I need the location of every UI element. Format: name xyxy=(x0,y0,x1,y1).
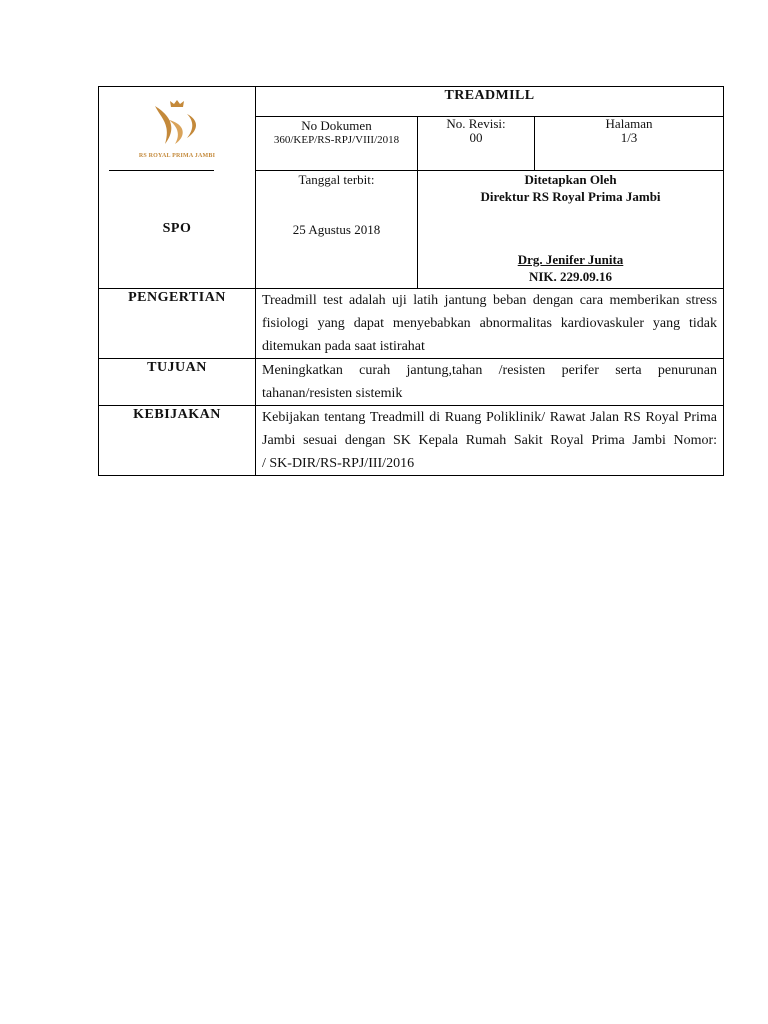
ditetapkan-line2: Direktur RS Royal Prima Jambi xyxy=(480,189,661,204)
logo-text: RS ROYAL PRIMA JAMBI xyxy=(138,153,216,160)
tanggal-value: 25 Agustus 2018 xyxy=(292,222,381,237)
tanggal-label: Tanggal terbit: xyxy=(298,172,375,187)
no-dokumen-value: 360/KEP/RS-RPJ/VIII/2018 xyxy=(273,134,400,146)
document-title: TREADMILL xyxy=(256,87,724,117)
halaman-label: Halaman xyxy=(605,116,653,131)
pengertian-label: PENGERTIAN xyxy=(99,289,256,359)
tanggal-cell xyxy=(256,171,418,289)
spo-document-table xyxy=(98,86,756,476)
ditetapkan-cell xyxy=(418,171,724,289)
no-dokumen-label: No Dokumen xyxy=(301,118,372,133)
halaman-cell xyxy=(535,117,724,171)
tujuan-text: Meningkatkan curah jantung,tahan /resisten perifer serta penurunan tahanan/resisten sistemik xyxy=(256,359,724,406)
pengertian-text: Treadmill test adalah uji latih jantung beban dengan cara memberikan stress fisiologi yang dapat menyebabkan abnormalitas kardiovaskuler yang tidak ditemukan pada saat istirahat xyxy=(256,289,724,359)
no-revisi-label: No. Revisi: xyxy=(446,116,506,131)
kebijakan-label: KEBIJAKAN xyxy=(99,406,256,476)
hospital-logo xyxy=(127,98,227,159)
spo-divider xyxy=(109,170,214,171)
no-revisi-cell xyxy=(418,117,535,171)
halaman-value: 1/3 xyxy=(620,130,638,145)
no-dokumen-cell xyxy=(256,117,418,171)
crown-swoosh-icon xyxy=(147,98,207,148)
kebijakan-text: Kebijakan tentang Treadmill di Ruang Poliklinik/ Rawat Jalan RS Royal Prima Jambi sesuai dengan SK Kepala Rumah Sakit Royal Prima Jambi Nomor: / SK-DIR/RS-RPJ/III/2016 xyxy=(256,406,724,476)
signer-nik: NIK. 229.09.16 xyxy=(528,269,613,284)
no-revisi-value: 00 xyxy=(469,130,483,145)
spo-cell xyxy=(99,171,256,289)
ditetapkan-line1: Ditetapkan Oleh xyxy=(524,172,617,187)
logo-cell xyxy=(99,87,256,171)
signer-name: Drg. Jenifer Junita xyxy=(517,252,624,267)
spo-label: SPO xyxy=(162,221,192,237)
tujuan-label: TUJUAN xyxy=(99,359,256,406)
